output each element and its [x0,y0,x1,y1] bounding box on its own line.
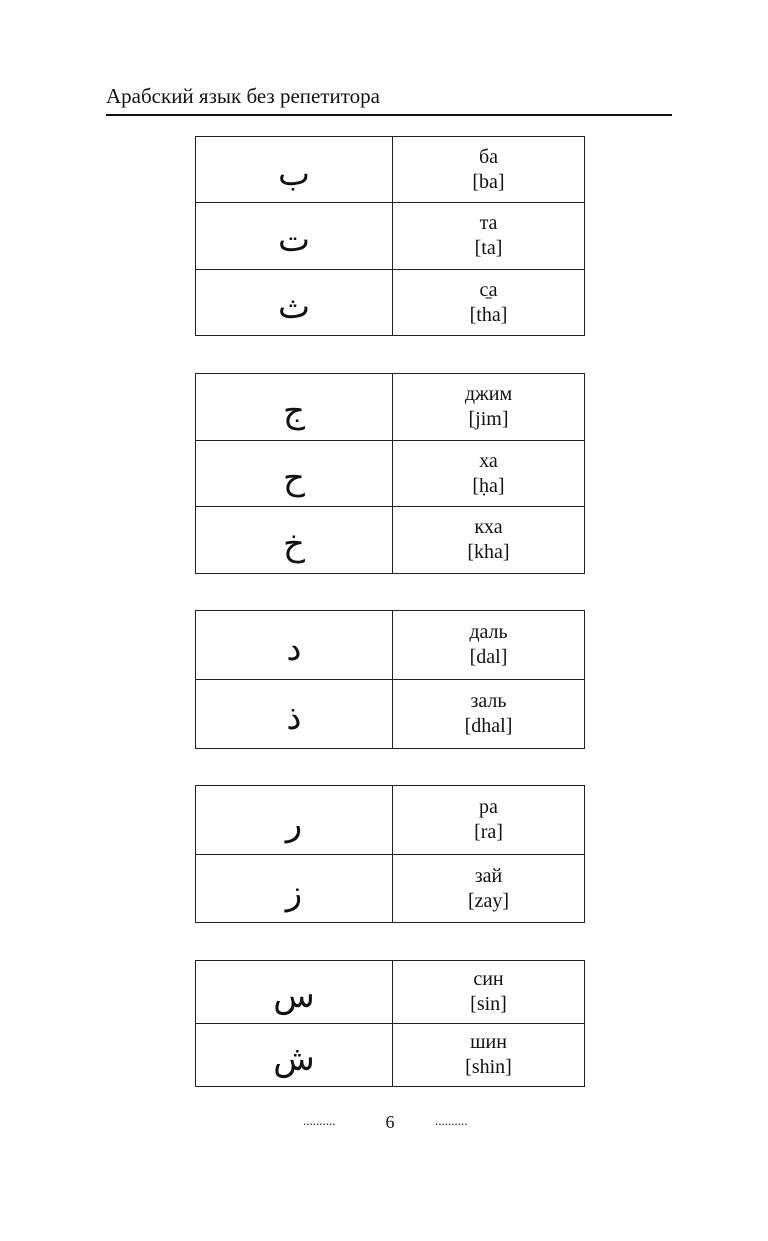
letter-name-cell [393,203,585,270]
arabic-letter-cell [196,961,393,1024]
letter-name: кха [474,516,503,538]
letter-transliteration: [ra] [474,821,503,843]
arabic-letter-cell [196,855,393,923]
letter-name-cell [393,611,585,680]
letter-table [195,960,585,1087]
arabic-letter-cell [196,680,393,749]
letter-transliteration: [jim] [468,408,509,430]
letter-row [196,786,585,855]
arabic-letter-cell [196,1024,393,1087]
letter-row [196,961,585,1024]
page-number: 6 [385,1112,395,1132]
letter-name-cell [393,507,585,574]
letter-row [196,270,585,336]
letter-name: ра [479,796,498,818]
letter-transliteration: [tha] [469,303,508,326]
arabic-letter-cell [196,270,393,336]
letter-name-cell [393,1024,585,1087]
letter-name: шин [470,1031,507,1053]
letter-transliteration: [shin] [465,1056,512,1078]
letter-table [195,136,585,336]
letter-row [196,680,585,749]
arabic-letter: ث [277,286,310,327]
arabic-letter: ب [277,153,310,194]
arabic-letter-cell [196,203,393,270]
letter-name: ха [479,449,498,472]
letter-row [196,507,585,574]
letter-name-cell [393,680,585,749]
letter-name: син [473,968,504,990]
letter-name-cell [393,441,585,507]
letter-row [196,611,585,680]
letter-row [196,441,585,507]
letter-name: джим [464,383,513,405]
letter-transliteration: [ba] [472,170,505,193]
letter-row [196,1024,585,1087]
arabic-letter: د [286,629,302,669]
letter-name: заль [470,690,507,712]
letter-transliteration: [ḥa] [472,474,505,497]
letter-name-cell [393,270,585,336]
footer-dots-right: .......... [435,1113,468,1128]
letter-name-cell [393,961,585,1024]
letter-transliteration: [kha] [467,541,510,563]
letter-row [196,374,585,441]
arabic-letter: خ [283,524,305,564]
arabic-letter-cell [196,374,393,441]
arabic-letter: ت [277,220,310,260]
letter-transliteration: [ta] [474,237,503,259]
book-title: Арабский язык без репетитора [106,84,380,108]
letter-row [196,203,585,270]
arabic-letter: ر [285,804,303,844]
arabic-letter-cell [196,611,393,680]
letter-name: даль [469,621,508,643]
arabic-letter: س [273,976,315,1016]
arabic-letter: ح [283,457,305,498]
arabic-letter: ز [285,872,303,913]
arabic-letter-cell [196,786,393,855]
arabic-letter-cell [196,507,393,574]
letter-name: зай [474,864,503,887]
page-footer [303,1111,483,1135]
footer-dots-left: .......... [303,1113,336,1128]
letter-name-cell [393,855,585,923]
letter-name: ба [478,145,499,168]
letter-transliteration: [sin] [470,993,507,1015]
letter-name-cell [393,137,585,203]
page-header [106,80,672,116]
letter-name-cell [393,374,585,441]
letter-transliteration: [zay] [467,889,510,912]
letter-table [195,373,585,574]
arabic-letter: ش [273,1039,315,1079]
arabic-letter: ذ [286,698,302,738]
letter-name: та [479,212,498,234]
letter-name-cell [393,786,585,855]
letter-row [196,137,585,203]
letter-table [195,785,585,923]
letter-table [195,610,585,749]
arabic-letter: ج [283,391,305,431]
letter-transliteration: [dhal] [464,715,513,737]
arabic-letter-cell [196,137,393,203]
letter-name: с̱а [479,278,498,301]
arabic-letter-cell [196,441,393,507]
letter-transliteration: [dal] [469,646,508,668]
letter-row [196,855,585,923]
